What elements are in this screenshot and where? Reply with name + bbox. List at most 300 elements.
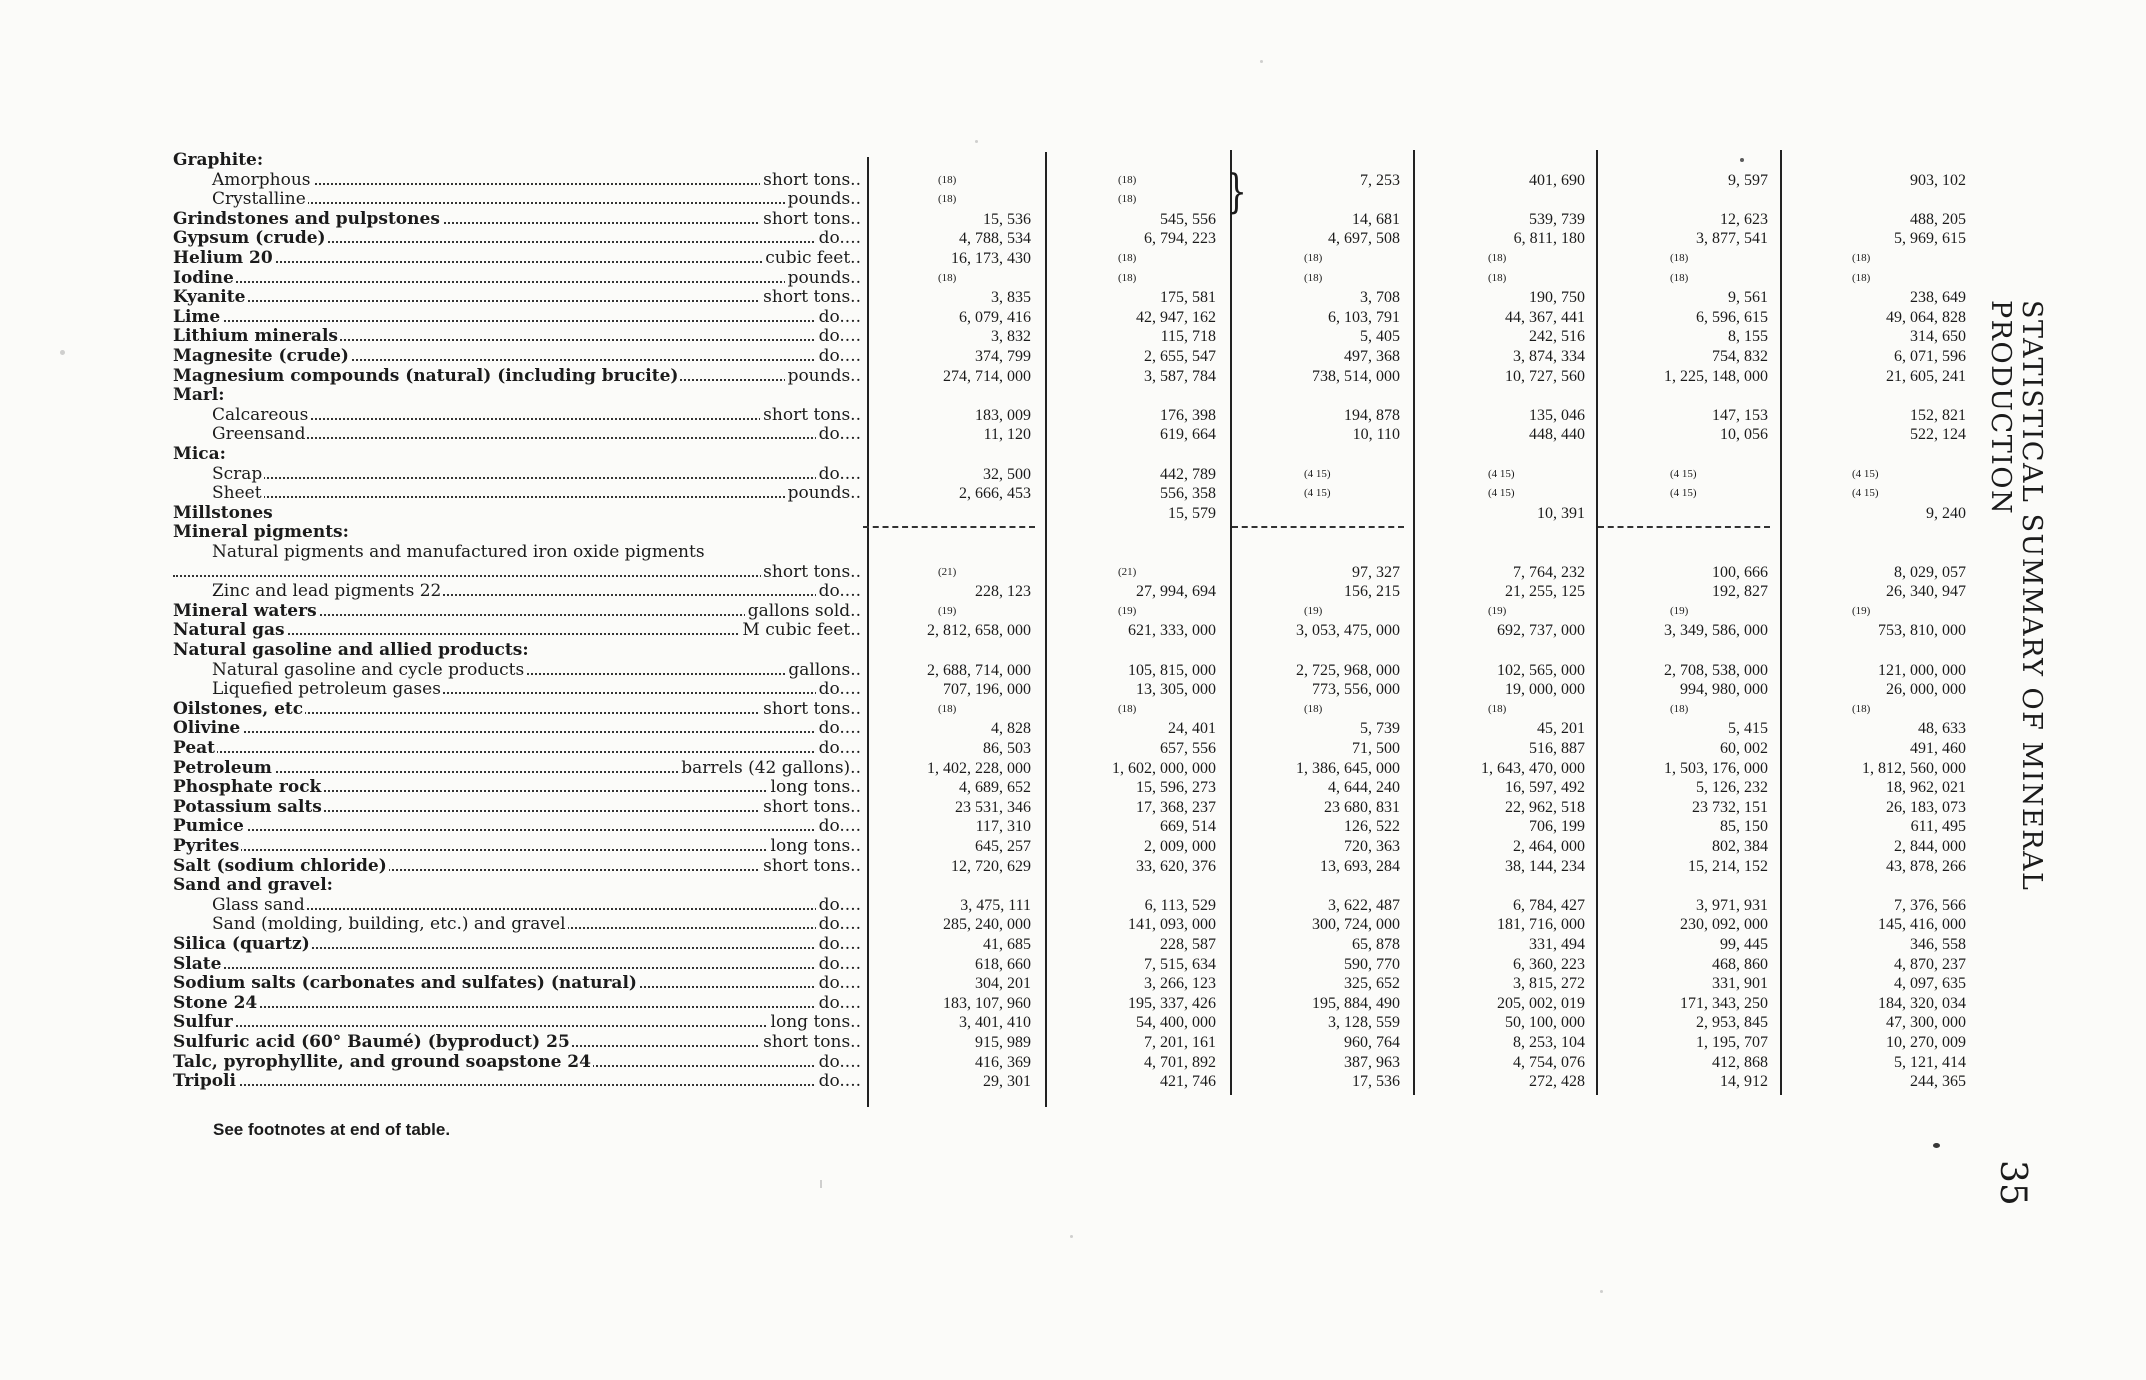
value-cell: 205, 002, 019 bbox=[1497, 994, 1585, 1012]
value-cell: 3, 874, 334 bbox=[1513, 348, 1585, 365]
commodity-name: Millstones bbox=[173, 503, 273, 523]
value-cell: 115, 718 bbox=[1160, 328, 1216, 346]
value-cell: (19) bbox=[1670, 604, 1689, 617]
value-cell: 2, 708, 538, 000 bbox=[1664, 661, 1768, 679]
value-cell: 171, 343, 250 bbox=[1680, 994, 1768, 1012]
value-cell: 17, 536 bbox=[1352, 1073, 1400, 1091]
value-cell: 6, 596, 615 bbox=[1696, 308, 1768, 326]
commodity-name: Crystalline bbox=[212, 190, 306, 210]
value-cell: (4 15) bbox=[1304, 487, 1331, 500]
commodity-name: Graphite: bbox=[173, 151, 264, 170]
unit-label: do.... bbox=[816, 739, 861, 759]
value-cell: 195, 337, 426 bbox=[1128, 994, 1216, 1012]
value-cell: 44, 367, 441 bbox=[1505, 308, 1585, 326]
dot-leader bbox=[212, 908, 861, 910]
value-cell: 3, 587, 784 bbox=[1144, 367, 1216, 385]
value-cell: 3, 877, 541 bbox=[1696, 230, 1768, 248]
value-cell: (18) bbox=[1118, 702, 1137, 715]
value-cell: 1, 602, 000, 000 bbox=[1112, 759, 1216, 777]
value-cell: 19, 000, 000 bbox=[1505, 681, 1585, 699]
value-cell: (18) bbox=[1488, 252, 1507, 264]
table-row bbox=[0, 955, 2146, 975]
unit-label: do.... bbox=[816, 817, 861, 837]
value-cell: 9, 561 bbox=[1728, 289, 1768, 307]
table-row bbox=[0, 210, 2146, 230]
value-cell: 3, 835 bbox=[991, 289, 1031, 307]
value-cell: 41, 685 bbox=[983, 936, 1031, 953]
speck bbox=[1260, 60, 1263, 63]
unit-label: do.... bbox=[816, 680, 861, 700]
value-cell: 497, 368 bbox=[1344, 348, 1400, 365]
row-label bbox=[173, 484, 861, 504]
commodity-name: Stone 24 bbox=[173, 993, 258, 1013]
value-cell: 442, 789 bbox=[1160, 465, 1216, 483]
speck bbox=[1070, 1235, 1073, 1238]
value-cell: 228, 587 bbox=[1160, 936, 1216, 953]
dot-leader bbox=[212, 496, 861, 498]
value-cell: 5, 739 bbox=[1360, 720, 1400, 738]
value-cell: 6, 071, 596 bbox=[1894, 348, 1966, 365]
row-label bbox=[173, 406, 861, 426]
value-cell: (4 15) bbox=[1852, 467, 1879, 480]
value-cell: 421, 746 bbox=[1160, 1073, 1216, 1091]
value-cell: (18) bbox=[1670, 271, 1689, 284]
value-cell: (19) bbox=[1852, 604, 1871, 617]
value-cell: (18) bbox=[1852, 252, 1871, 264]
value-cell: 141, 093, 000 bbox=[1128, 916, 1216, 934]
value-cell: 3, 128, 559 bbox=[1328, 1014, 1400, 1032]
unit-label: do.... bbox=[816, 308, 861, 328]
value-cell: 3, 708 bbox=[1360, 289, 1400, 307]
value-cell: 2, 688, 714, 000 bbox=[927, 661, 1031, 679]
value-cell: 244, 365 bbox=[1910, 1073, 1966, 1091]
value-cell: 1, 386, 645, 000 bbox=[1296, 759, 1400, 777]
value-cell: (18) bbox=[1488, 271, 1507, 284]
unit-label: barrels (42 gallons).. bbox=[678, 759, 861, 779]
value-cell: 3, 475, 111 bbox=[960, 896, 1031, 914]
value-cell: 12, 623 bbox=[1720, 210, 1768, 228]
row-label bbox=[173, 837, 861, 857]
value-cell: 4, 870, 237 bbox=[1894, 955, 1966, 973]
value-cell: 331, 494 bbox=[1529, 936, 1585, 953]
value-cell: 5, 121, 414 bbox=[1894, 1053, 1966, 1071]
dot-leader bbox=[173, 1006, 861, 1008]
row-label bbox=[173, 386, 861, 406]
value-cell: (18) bbox=[938, 173, 957, 186]
commodity-name: Silica (quartz) bbox=[173, 935, 310, 954]
value-cell: 10, 391 bbox=[1537, 504, 1585, 522]
value-cell: 147, 153 bbox=[1712, 406, 1768, 424]
commodity-name: Gypsum (crude) bbox=[173, 229, 326, 249]
unit-label: do.... bbox=[816, 582, 861, 602]
row-label bbox=[173, 896, 861, 916]
value-cell: 3, 622, 487 bbox=[1328, 896, 1400, 914]
commodity-name: Zinc and lead pigments 22 bbox=[212, 582, 442, 602]
value-cell: 9, 597 bbox=[1728, 171, 1768, 189]
commodity-name: Natural gasoline and cycle products bbox=[212, 660, 525, 680]
dot-leader bbox=[173, 1084, 861, 1086]
table-row bbox=[0, 719, 2146, 739]
value-cell: 272, 428 bbox=[1529, 1073, 1585, 1091]
running-title: STATISTICAL SUMMARY OF MINERAL PRODUCTION bbox=[1985, 300, 2047, 892]
value-cell: 183, 009 bbox=[975, 406, 1031, 424]
commodity-name: Tripoli bbox=[173, 1072, 236, 1092]
row-label bbox=[173, 308, 861, 328]
value-cell: 100, 666 bbox=[1712, 563, 1768, 581]
table-row bbox=[0, 876, 2146, 896]
value-cell: (18) bbox=[1118, 193, 1137, 206]
unit-label: long tons.. bbox=[768, 1013, 861, 1033]
value-cell: 4, 644, 240 bbox=[1328, 779, 1400, 797]
value-cell: 26, 000, 000 bbox=[1886, 681, 1966, 699]
value-cell: 720, 363 bbox=[1344, 838, 1400, 855]
table-row bbox=[0, 288, 2146, 308]
table-row bbox=[0, 1072, 2146, 1092]
value-cell: (4 15) bbox=[1304, 467, 1331, 480]
row-label bbox=[173, 661, 861, 681]
value-cell: 71, 500 bbox=[1352, 740, 1400, 757]
table-row bbox=[0, 171, 2146, 191]
commodity-name: Oilstones, etc bbox=[173, 699, 304, 719]
value-cell: 314, 650 bbox=[1910, 328, 1966, 346]
table-row bbox=[0, 523, 2146, 543]
value-cell: 15, 579 bbox=[1168, 504, 1216, 522]
value-cell: 5, 969, 615 bbox=[1894, 230, 1966, 248]
value-cell: (18) bbox=[1304, 252, 1323, 264]
speck bbox=[975, 140, 978, 143]
commodity-name: Marl: bbox=[173, 386, 225, 406]
dot-leader bbox=[212, 477, 861, 479]
value-cell: (18) bbox=[1670, 252, 1689, 264]
table-row bbox=[0, 817, 2146, 837]
value-cell: 539, 739 bbox=[1529, 210, 1585, 228]
value-cell: 5, 126, 232 bbox=[1696, 779, 1768, 797]
value-cell: 2, 725, 968, 000 bbox=[1296, 661, 1400, 679]
value-cell: 491, 460 bbox=[1910, 740, 1966, 757]
value-cell: 27, 994, 694 bbox=[1136, 583, 1216, 601]
value-cell: 43, 878, 266 bbox=[1886, 857, 1966, 875]
value-cell: 387, 963 bbox=[1344, 1053, 1400, 1071]
commodity-name: Glass sand bbox=[212, 895, 305, 915]
unit-label: short tons.. bbox=[760, 798, 861, 818]
value-cell: 522, 124 bbox=[1910, 426, 1966, 444]
value-cell: (18) bbox=[1852, 271, 1871, 284]
table-row bbox=[0, 327, 2146, 347]
row-label bbox=[173, 719, 861, 739]
unit-label: pounds.. bbox=[785, 269, 861, 289]
value-cell: 401, 690 bbox=[1529, 171, 1585, 189]
table-row bbox=[0, 386, 2146, 406]
dot-leader bbox=[173, 575, 861, 577]
value-cell: (18) bbox=[1852, 702, 1871, 715]
value-cell: (18) bbox=[1118, 271, 1137, 284]
value-cell: 97, 327 bbox=[1352, 563, 1400, 581]
row-label bbox=[173, 739, 861, 759]
unit-label: pounds.. bbox=[785, 484, 861, 504]
unit-label: do.... bbox=[816, 347, 861, 367]
value-cell: 14, 912 bbox=[1720, 1073, 1768, 1091]
row-label bbox=[173, 465, 861, 485]
value-cell: 15, 214, 152 bbox=[1688, 857, 1768, 875]
commodity-name: Amorphous bbox=[212, 170, 311, 190]
table-row bbox=[0, 896, 2146, 916]
value-cell: 960, 764 bbox=[1344, 1034, 1400, 1051]
unit-label: pounds.. bbox=[785, 367, 861, 387]
unit-label: short tons.. bbox=[760, 1033, 861, 1053]
commodity-name: Sand and gravel: bbox=[173, 876, 333, 896]
unit-label: short tons.. bbox=[763, 562, 861, 582]
table-row bbox=[0, 661, 2146, 681]
value-cell: 994, 980, 000 bbox=[1680, 681, 1768, 699]
unit-label: long tons.. bbox=[768, 778, 861, 798]
value-cell: 135, 046 bbox=[1529, 406, 1585, 424]
commodity-name: Mica: bbox=[173, 445, 226, 464]
value-cell: 190, 750 bbox=[1529, 289, 1585, 307]
commodity-name: Peat bbox=[173, 739, 216, 758]
value-cell: 13, 693, 284 bbox=[1320, 857, 1400, 875]
commodity-name: Potassium salts bbox=[173, 797, 322, 817]
table-row bbox=[0, 935, 2146, 955]
value-cell: 230, 092, 000 bbox=[1680, 916, 1768, 934]
value-cell: 21, 255, 125 bbox=[1505, 583, 1585, 601]
table-row bbox=[0, 759, 2146, 779]
value-cell: (19) bbox=[1118, 604, 1137, 617]
row-label bbox=[173, 857, 861, 877]
value-cell: 657, 556 bbox=[1160, 740, 1216, 757]
value-cell: 8, 155 bbox=[1728, 328, 1768, 346]
table-row bbox=[0, 543, 2146, 563]
value-cell: 331, 901 bbox=[1712, 975, 1768, 993]
value-cell: 3, 971, 931 bbox=[1696, 896, 1768, 914]
value-cell: (18) bbox=[1488, 702, 1507, 715]
value-cell: 2, 812, 658, 000 bbox=[927, 622, 1031, 640]
commodity-name: Talc, pyrophyllite, and ground soapstone 24 bbox=[173, 1052, 591, 1072]
value-cell: (18) bbox=[1304, 702, 1323, 715]
value-cell: 47, 300, 000 bbox=[1886, 1014, 1966, 1032]
table-row bbox=[0, 445, 2146, 465]
value-cell: 448, 440 bbox=[1529, 426, 1585, 444]
table-row bbox=[0, 641, 2146, 661]
table-row bbox=[0, 915, 2146, 935]
value-cell: 618, 660 bbox=[975, 955, 1031, 973]
commodity-name: Scrap bbox=[212, 464, 263, 484]
value-cell: 6, 794, 223 bbox=[1144, 230, 1216, 248]
brace-graphite: } bbox=[1226, 164, 1247, 218]
table-row bbox=[0, 1053, 2146, 1073]
table-row bbox=[0, 269, 2146, 289]
table-row bbox=[0, 563, 2146, 583]
value-cell: 145, 416, 000 bbox=[1878, 916, 1966, 934]
value-cell: 2, 655, 547 bbox=[1144, 348, 1216, 365]
table-row bbox=[0, 484, 2146, 504]
table-row bbox=[0, 621, 2146, 641]
table-row bbox=[0, 504, 2146, 524]
value-cell: 4, 689, 652 bbox=[959, 779, 1031, 797]
value-cell: (4 15) bbox=[1488, 467, 1515, 480]
row-label bbox=[173, 1033, 861, 1053]
row-label bbox=[173, 700, 861, 720]
value-cell: 38, 144, 234 bbox=[1505, 857, 1585, 875]
value-cell: 903, 102 bbox=[1910, 171, 1966, 189]
value-cell: 706, 199 bbox=[1529, 818, 1585, 836]
value-cell: 9, 240 bbox=[1926, 504, 1966, 522]
unit-label: short tons.. bbox=[760, 210, 861, 230]
value-cell: 105, 815, 000 bbox=[1128, 661, 1216, 679]
dot-leader bbox=[173, 281, 861, 283]
row-label bbox=[173, 974, 861, 994]
row-label bbox=[173, 210, 861, 230]
value-cell: 619, 664 bbox=[1160, 426, 1216, 444]
value-cell: 33, 620, 376 bbox=[1136, 857, 1216, 875]
unit-label: short tons.. bbox=[760, 700, 861, 720]
value-cell: 2, 666, 453 bbox=[959, 485, 1031, 503]
dot-leader bbox=[173, 829, 861, 831]
unit-label: short tons.. bbox=[760, 406, 861, 426]
unit-label: M cubic feet.. bbox=[739, 621, 861, 641]
value-cell: (18) bbox=[938, 271, 957, 284]
value-cell: 23 531, 346 bbox=[955, 798, 1031, 816]
value-cell: 3, 053, 475, 000 bbox=[1296, 622, 1400, 640]
value-cell: 16, 173, 430 bbox=[951, 250, 1031, 267]
commodity-name: Phosphate rock bbox=[173, 778, 322, 798]
value-cell: 23 680, 831 bbox=[1324, 798, 1400, 816]
row-label bbox=[173, 347, 861, 367]
value-cell: 11, 120 bbox=[983, 426, 1031, 444]
table-row bbox=[0, 778, 2146, 798]
value-cell: 374, 799 bbox=[975, 348, 1031, 365]
row-label bbox=[173, 425, 861, 445]
commodity-name: Lime bbox=[173, 307, 221, 327]
value-cell: 325, 652 bbox=[1344, 975, 1400, 993]
table-row bbox=[0, 406, 2146, 426]
value-cell: 50, 100, 000 bbox=[1505, 1014, 1585, 1032]
commodity-name: Salt (sodium chloride) bbox=[173, 856, 387, 876]
value-cell: 126, 522 bbox=[1344, 818, 1400, 836]
value-cell: (19) bbox=[938, 604, 957, 617]
value-cell: 5, 405 bbox=[1360, 328, 1400, 346]
commodity-name: Helium 20 bbox=[173, 249, 273, 268]
value-cell: 1, 643, 470, 000 bbox=[1481, 759, 1585, 777]
row-label bbox=[173, 955, 861, 975]
value-cell: 13, 305, 000 bbox=[1136, 681, 1216, 699]
commodity-name: Slate bbox=[173, 954, 222, 974]
row-label bbox=[173, 269, 861, 289]
table-row bbox=[0, 994, 2146, 1014]
commodity-name: Petroleum bbox=[173, 758, 272, 778]
table-row bbox=[0, 308, 2146, 328]
row-label bbox=[173, 641, 861, 661]
unit-label: short tons.. bbox=[760, 288, 861, 308]
value-cell: 4, 754, 076 bbox=[1513, 1053, 1585, 1071]
unit-label: short tons.. bbox=[760, 857, 861, 877]
value-cell: 23 732, 151 bbox=[1692, 798, 1768, 816]
row-label bbox=[173, 759, 861, 779]
value-cell: 412, 868 bbox=[1712, 1053, 1768, 1071]
value-cell: 468, 860 bbox=[1712, 955, 1768, 973]
value-cell: 2, 464, 000 bbox=[1513, 838, 1585, 855]
unit-label: cubic feet.. bbox=[762, 249, 861, 269]
commodity-name: Calcareous bbox=[212, 405, 309, 425]
value-cell: (4 15) bbox=[1852, 487, 1879, 500]
dot-leader bbox=[212, 437, 861, 439]
value-cell: 2, 953, 845 bbox=[1696, 1014, 1768, 1032]
table-row bbox=[0, 249, 2146, 269]
value-cell: 21, 605, 241 bbox=[1886, 367, 1966, 385]
table-row bbox=[0, 739, 2146, 759]
dot-leader bbox=[173, 731, 861, 733]
value-cell: 802, 384 bbox=[1712, 838, 1768, 855]
value-cell: 6, 113, 529 bbox=[1144, 896, 1216, 914]
value-cell: 773, 556, 000 bbox=[1312, 681, 1400, 699]
value-cell: 611, 495 bbox=[1910, 818, 1966, 836]
table-row bbox=[0, 367, 2146, 387]
commodity-name: Grindstones and pulpstones bbox=[173, 209, 440, 229]
value-cell: 556, 358 bbox=[1160, 485, 1216, 503]
value-cell: 274, 714, 000 bbox=[943, 367, 1031, 385]
dot-leader bbox=[173, 751, 861, 753]
value-cell: 48, 633 bbox=[1918, 720, 1966, 738]
value-cell: (18) bbox=[938, 193, 957, 206]
value-cell: 6, 360, 223 bbox=[1513, 955, 1585, 973]
value-cell: 15, 596, 273 bbox=[1136, 779, 1216, 797]
table-row bbox=[0, 582, 2146, 602]
commodity-name: Sulfuric acid (60° Baumé) (byproduct) 25 bbox=[173, 1033, 570, 1052]
unit-label: gallons.. bbox=[785, 661, 861, 681]
row-label bbox=[173, 563, 861, 583]
dot-leader bbox=[212, 202, 861, 204]
value-cell: 156, 215 bbox=[1344, 583, 1400, 601]
value-cell: 183, 107, 960 bbox=[943, 994, 1031, 1012]
row-label bbox=[173, 367, 861, 387]
commodity-name: Natural gasoline and allied products: bbox=[173, 641, 529, 660]
value-cell: 3, 349, 586, 000 bbox=[1664, 622, 1768, 640]
value-cell: 18, 962, 021 bbox=[1886, 779, 1966, 797]
value-cell: 228, 123 bbox=[975, 583, 1031, 601]
value-cell: 738, 514, 000 bbox=[1312, 367, 1400, 385]
value-cell: (4 15) bbox=[1670, 487, 1697, 500]
value-cell: 152, 821 bbox=[1910, 406, 1966, 424]
value-cell: 753, 810, 000 bbox=[1878, 622, 1966, 640]
value-cell: 121, 000, 000 bbox=[1878, 661, 1966, 679]
commodity-name: Mineral waters bbox=[173, 601, 317, 621]
commodity-name: Natural pigments and manufactured iron oxide pigments bbox=[212, 543, 705, 562]
value-cell: 32, 500 bbox=[983, 465, 1031, 483]
row-label bbox=[173, 1013, 861, 1033]
value-cell: (18) bbox=[938, 702, 957, 715]
commodity-name: Magnesium compounds (natural) (including brucite) bbox=[173, 366, 679, 386]
page-number: 35 bbox=[1992, 1160, 2033, 1206]
value-cell: 3, 815, 272 bbox=[1513, 975, 1585, 993]
unit-label: do.... bbox=[816, 935, 861, 955]
value-cell: 6, 811, 180 bbox=[1513, 230, 1585, 248]
commodity-name: Iodine bbox=[173, 268, 234, 288]
unit-label: gallons sold.. bbox=[745, 602, 861, 622]
value-cell: 4, 828 bbox=[991, 720, 1031, 738]
table-row bbox=[0, 857, 2146, 877]
row-label bbox=[173, 288, 861, 308]
row-label bbox=[173, 445, 861, 465]
value-cell: 26, 183, 073 bbox=[1886, 798, 1966, 816]
dot-leader bbox=[173, 261, 861, 263]
value-cell: 195, 884, 490 bbox=[1312, 994, 1400, 1012]
value-cell: (21) bbox=[1118, 565, 1137, 578]
value-cell: 29, 301 bbox=[983, 1073, 1031, 1091]
commodity-name: Pumice bbox=[173, 817, 244, 837]
value-cell: 300, 724, 000 bbox=[1312, 916, 1400, 934]
value-cell: 86, 503 bbox=[983, 740, 1031, 757]
value-cell: 7, 515, 634 bbox=[1144, 955, 1216, 973]
commodity-name: Lithium minerals bbox=[173, 327, 338, 347]
